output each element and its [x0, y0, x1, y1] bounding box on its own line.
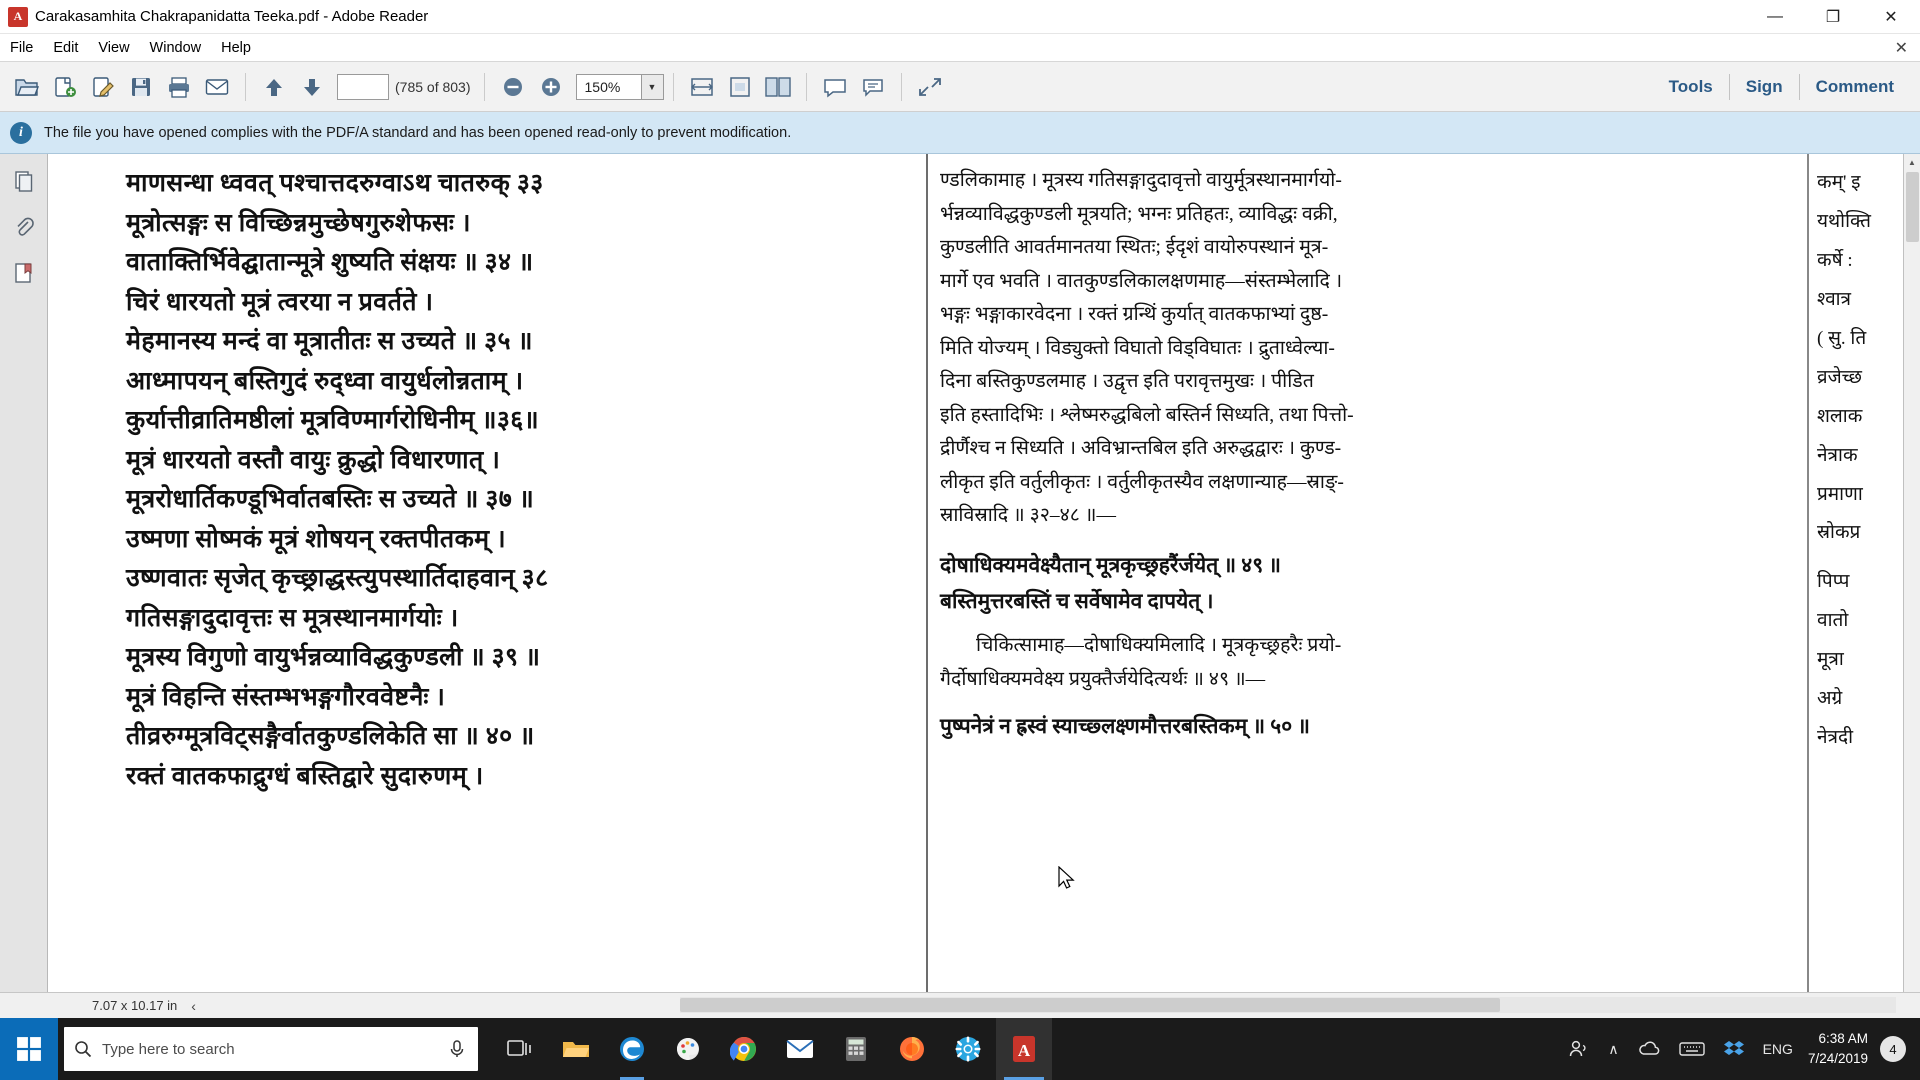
- adobe-reader-icon: A: [8, 7, 28, 27]
- doc-line: आध्मापयन् बस्तिगुदं रुद्ध्वा वायुर्धलोन्नताम् ।: [126, 367, 524, 395]
- left-page-text-column: [48, 154, 926, 796]
- minimize-button[interactable]: —: [1767, 8, 1783, 25]
- horizontal-scroll-thumb[interactable]: [680, 998, 1500, 1012]
- firefox-icon[interactable]: [884, 1018, 940, 1080]
- toolbar-separator: [245, 73, 246, 101]
- doc-line: मूत्रं विहन्ति संस्तम्भभङ्गगौरववेष्टनैः ।: [126, 683, 446, 711]
- mail-icon[interactable]: [772, 1018, 828, 1080]
- system-tray: [1559, 1018, 1920, 1080]
- google-chrome-icon[interactable]: [716, 1018, 772, 1080]
- doc-line: पिप्प: [1817, 571, 1850, 593]
- status-bar: [0, 992, 1920, 1018]
- doc-line: श्वात्र: [1817, 288, 1852, 310]
- doc-line: मार्गे एव भवति । वातकुण्डलिकालक्षणमाह—संस्तम्भेलादि ।: [940, 270, 1343, 292]
- menu-bar: [0, 34, 1920, 62]
- document-area: [0, 154, 1920, 992]
- zoom-level-input[interactable]: 150%: [576, 74, 642, 100]
- menu-edit[interactable]: Edit: [53, 39, 79, 56]
- notification-text: The file you have opened complies with the PDF/A standard and has been opened read-only to prevent modification.: [44, 124, 792, 141]
- doc-line: गैर्दोषाधिक्यमवेक्ष्य प्रयुक्तैर्जयेदित्यर्थः ॥ ४९ ॥—: [940, 668, 1266, 690]
- doc-line: दिना बस्तिकुण्डलमाह । उद्वृत्त इति परावृत्तमुखः । पीडित: [940, 371, 1314, 393]
- doc-line: मूत्ररोधार्तिकण्डूभिर्वातबस्तिः स उच्यते ॥ ३७ ॥: [126, 486, 535, 513]
- notifications-badge[interactable]: 4: [1880, 1036, 1906, 1062]
- doc-line: तीव्ररुग्मूत्रविट्सङ्गैर्वातकुण्डलिकेति सा ॥ ४० ॥: [126, 723, 535, 750]
- save-icon[interactable]: [122, 69, 160, 105]
- doc-verse-line: दोषाधिक्यमवेक्ष्यैतान् मूत्रकृच्छ्रहरैंर्जयेत् ॥ ४९ ॥: [940, 552, 1281, 577]
- doc-line: मूत्रस्य विगुणो वायुर्भन्नव्याविद्धकुण्डली ॥ ३९ ॥: [126, 644, 541, 671]
- toolbar-separator-2: [484, 73, 485, 101]
- two-page-view-icon[interactable]: [759, 69, 797, 105]
- onedrive-icon[interactable]: [1628, 1018, 1670, 1080]
- collapse-panel-icon[interactable]: ‹: [191, 997, 196, 1014]
- doc-line: प्रमाणा: [1817, 483, 1863, 505]
- calculator-icon[interactable]: [828, 1018, 884, 1080]
- doc-line: शलाक: [1817, 405, 1863, 427]
- scroll-up-arrow-icon[interactable]: ▲: [1904, 154, 1920, 171]
- vertical-scroll-thumb[interactable]: [1906, 172, 1919, 242]
- doc-line: कुर्यात्तीव्रातिमष्ठीलां मूत्रविण्मार्गरोधिनीम् ॥३६॥: [126, 407, 540, 434]
- people-icon[interactable]: [1559, 1018, 1599, 1080]
- dropbox-icon[interactable]: [1714, 1018, 1754, 1080]
- bookmarks-icon[interactable]: [7, 256, 41, 290]
- adobe-reader-icon[interactable]: [996, 1018, 1052, 1080]
- next-page-icon[interactable]: [293, 69, 331, 105]
- highlight-text-icon[interactable]: [854, 69, 892, 105]
- doc-line: स्राविस्रादि ॥ ३२–४८ ॥—: [940, 505, 1116, 527]
- document-page-right: [928, 154, 1903, 992]
- doc-line: उष्मणा सोष्मकं मूत्रं शोषयन् रक्तपीतकम् ।: [126, 525, 507, 553]
- microphone-icon[interactable]: [448, 1039, 466, 1064]
- chevron-up-icon[interactable]: ∧: [1608, 1040, 1619, 1057]
- toolbar-separator-5: [901, 73, 902, 101]
- window-title: Carakasamhita Chakrapanidatta Teeka.pdf - Adobe Reader: [35, 8, 429, 25]
- doc-line: मेहमानस्य मन्दं वा मूत्रातीतः स उच्यते ॥ ३५ ॥: [126, 328, 533, 355]
- zoom-in-icon[interactable]: [532, 69, 570, 105]
- maximize-button[interactable]: ❐: [1825, 9, 1841, 26]
- doc-line: मिति योज्यम् । विड्युक्तो विघातो विड्विघातः । द्रुताध्वेल्या-: [940, 337, 1335, 359]
- zoom-out-icon[interactable]: [494, 69, 532, 105]
- close-document-icon[interactable]: ✕: [1894, 40, 1908, 57]
- doc-line: कम्' इ: [1817, 172, 1861, 193]
- doc-line: मूत्रं धारयतो वस्तौ वायुः क्रुद्धो विधारणात् ।: [126, 446, 501, 474]
- doc-line: माणसन्धा ध्ववत् पश्चात्तदरुग्वाऽथ चातरुक् ३३: [126, 170, 544, 197]
- menu-help[interactable]: Help: [221, 39, 251, 56]
- toolbar-separator-3: [673, 73, 674, 101]
- task-view-icon[interactable]: [492, 1018, 548, 1080]
- window-controls: [1746, 0, 1920, 34]
- doc-line: उष्णवातः सृजेत् कृच्छ्राद्धस्त्युपस्थार्तिदाहवान् ३८: [126, 565, 549, 592]
- right-page-clipped-column: [1807, 154, 1903, 992]
- search-icon: [64, 1040, 102, 1058]
- clock-time: 6:38 AM: [1818, 1031, 1868, 1047]
- sign-button[interactable]: Sign: [1745, 77, 1783, 96]
- search-placeholder: Type here to search: [102, 1040, 235, 1058]
- tools-button[interactable]: Tools: [1668, 77, 1713, 96]
- email-icon[interactable]: [198, 69, 236, 105]
- settings-gear-icon[interactable]: [940, 1018, 996, 1080]
- page-thumbnails-icon[interactable]: [7, 164, 41, 198]
- view-group: [683, 69, 797, 105]
- doc-line: ण्डलिकामाह । मूत्रस्य गतिसङ्गादुदावृत्तो वायुर्मूत्रस्थानमार्गयो-: [940, 170, 1342, 191]
- start-button[interactable]: [0, 1018, 58, 1080]
- doc-line: ( सु. ति: [1817, 327, 1867, 349]
- windows-taskbar: [0, 1018, 1920, 1080]
- file-explorer-icon[interactable]: [548, 1018, 604, 1080]
- navigation-group: [255, 69, 475, 105]
- clock-date: 7/24/2019: [1807, 1051, 1868, 1066]
- comment-bubble-icon[interactable]: [816, 69, 854, 105]
- doc-verse-line: पुष्पनेत्रं न ह्रस्वं स्याच्छ्लक्ष्णमौत्तरबस्तिकम् ॥ ५० ॥: [940, 714, 1310, 739]
- pdfa-notification-bar: [0, 112, 1920, 154]
- doc-line: द्रीर्णैश्च न सिध्यति । अविभ्रान्तबिल इति अरुद्धद्वारः । कुण्ड-: [940, 438, 1342, 460]
- page-number-input[interactable]: [337, 74, 389, 100]
- language-indicator[interactable]: ENG: [1762, 1041, 1793, 1057]
- file-tools-group: [8, 69, 236, 105]
- toolbar-right-group: [1653, 62, 1910, 112]
- doc-line: वाताक्तिर्भिवेद्घातान्मूत्रे शुष्यति संक्षयः ॥ ३४ ॥: [126, 249, 534, 276]
- page-count-label: (785 of 803): [395, 78, 471, 95]
- page-size-label: 7.07 x 10.17 in: [92, 998, 178, 1013]
- title-bar: [0, 0, 1920, 34]
- clock[interactable]: [1802, 1029, 1880, 1068]
- create-pdf-icon[interactable]: [46, 69, 84, 105]
- toolbar-separator-4: [806, 73, 807, 101]
- doc-line: व्रजेच्छ: [1817, 366, 1862, 388]
- menu-window[interactable]: Window: [149, 39, 202, 56]
- page-viewport[interactable]: [48, 154, 1903, 992]
- doc-line: इति हस्तादिभिः । श्लेष्मरुद्धबिलो बस्तिर्न सिध्यति, तथा पित्तो-: [940, 404, 1354, 426]
- doc-line: अग्रे: [1817, 688, 1843, 710]
- comment-group: [816, 69, 892, 105]
- doc-line: कर्षे :: [1817, 249, 1853, 271]
- fit-page-icon[interactable]: [721, 69, 759, 105]
- doc-line: मूत्रोत्सङ्गः स विच्छिन्नमुच्छेषगुरुशेफसः ।: [126, 209, 471, 237]
- close-button[interactable]: ✕: [1884, 9, 1898, 26]
- document-page-left: [48, 154, 928, 992]
- doc-line: नेत्राक: [1817, 444, 1858, 466]
- windows-logo-icon: [16, 1036, 42, 1062]
- open-file-icon[interactable]: [8, 69, 46, 105]
- zoom-dropdown-icon[interactable]: ▼: [642, 74, 664, 100]
- svg-text:A: A: [1017, 1041, 1031, 1060]
- info-icon: i: [10, 122, 32, 144]
- search-input[interactable]: [64, 1027, 478, 1071]
- navigation-pane: [0, 154, 48, 992]
- doc-line: मूत्रा: [1817, 649, 1844, 671]
- doc-line: चिरं धारयतो मूत्रं त्वरया न प्रवर्तते ।: [126, 288, 434, 316]
- fullscreen-icon[interactable]: [911, 69, 949, 105]
- doc-line: भङ्गः भङ्गाकारवेदना । रक्तं ग्रन्थिं कुर्यात् वातकफाभ्यां दुष्ठ-: [940, 304, 1329, 326]
- taskbar-items: [492, 1018, 1052, 1080]
- fit-width-icon[interactable]: [683, 69, 721, 105]
- zoom-group: [494, 69, 664, 105]
- doc-line: गतिसङ्गादुदावृत्तः स मूत्रस्थानमार्गयोः ।: [126, 604, 459, 632]
- doc-line: रक्तं वातकफाद्रुग्धं बस्तिद्वारे सुदारुणम् ।: [126, 762, 484, 790]
- attachments-paperclip-icon[interactable]: [7, 210, 41, 244]
- print-icon[interactable]: [160, 69, 198, 105]
- doc-line: कुण्डलीति आवर्तमानतया स्थितः; ईदृशं वायोरुपस्थानं मूत्र-: [940, 237, 1329, 259]
- horizontal-scrollbar[interactable]: [680, 997, 1896, 1013]
- doc-line: यथोक्ति: [1817, 210, 1872, 232]
- previous-page-icon[interactable]: [255, 69, 293, 105]
- doc-line: वातो: [1817, 610, 1849, 632]
- doc-line: लीकृत इति वर्तुलीकृतः । वर्तुलीकृतस्यैव लक्षणान्याह—स्राङ्-: [940, 471, 1344, 493]
- menu-file[interactable]: File: [10, 39, 34, 56]
- doc-line: स्रोकप्र: [1817, 522, 1861, 544]
- comment-button[interactable]: Comment: [1815, 77, 1894, 96]
- menu-view[interactable]: View: [98, 39, 130, 56]
- right-page-text-column: [928, 154, 1903, 744]
- main-toolbar: [0, 62, 1920, 112]
- paint-3d-icon[interactable]: [660, 1018, 716, 1080]
- doc-line: र्भन्नव्याविद्धकुण्डली मूत्रयति; भग्नः प्रतिहतः, व्याविद्धः वक्री,: [940, 203, 1338, 225]
- vertical-scrollbar[interactable]: [1903, 154, 1920, 992]
- edit-pdf-icon[interactable]: [84, 69, 122, 105]
- doc-line: चिकित्सामाह—दोषाधिक्यमिलादि । मूत्रकृच्छ्रहरैः प्रयो-: [976, 635, 1342, 657]
- doc-verse-line: बस्तिमुत्तरबस्तिं च सर्वेषामेव दापयेत् ।: [940, 588, 1214, 613]
- microsoft-edge-icon[interactable]: [604, 1018, 660, 1080]
- keyboard-icon[interactable]: [1670, 1018, 1714, 1080]
- doc-line: नेत्रदी: [1817, 727, 1854, 749]
